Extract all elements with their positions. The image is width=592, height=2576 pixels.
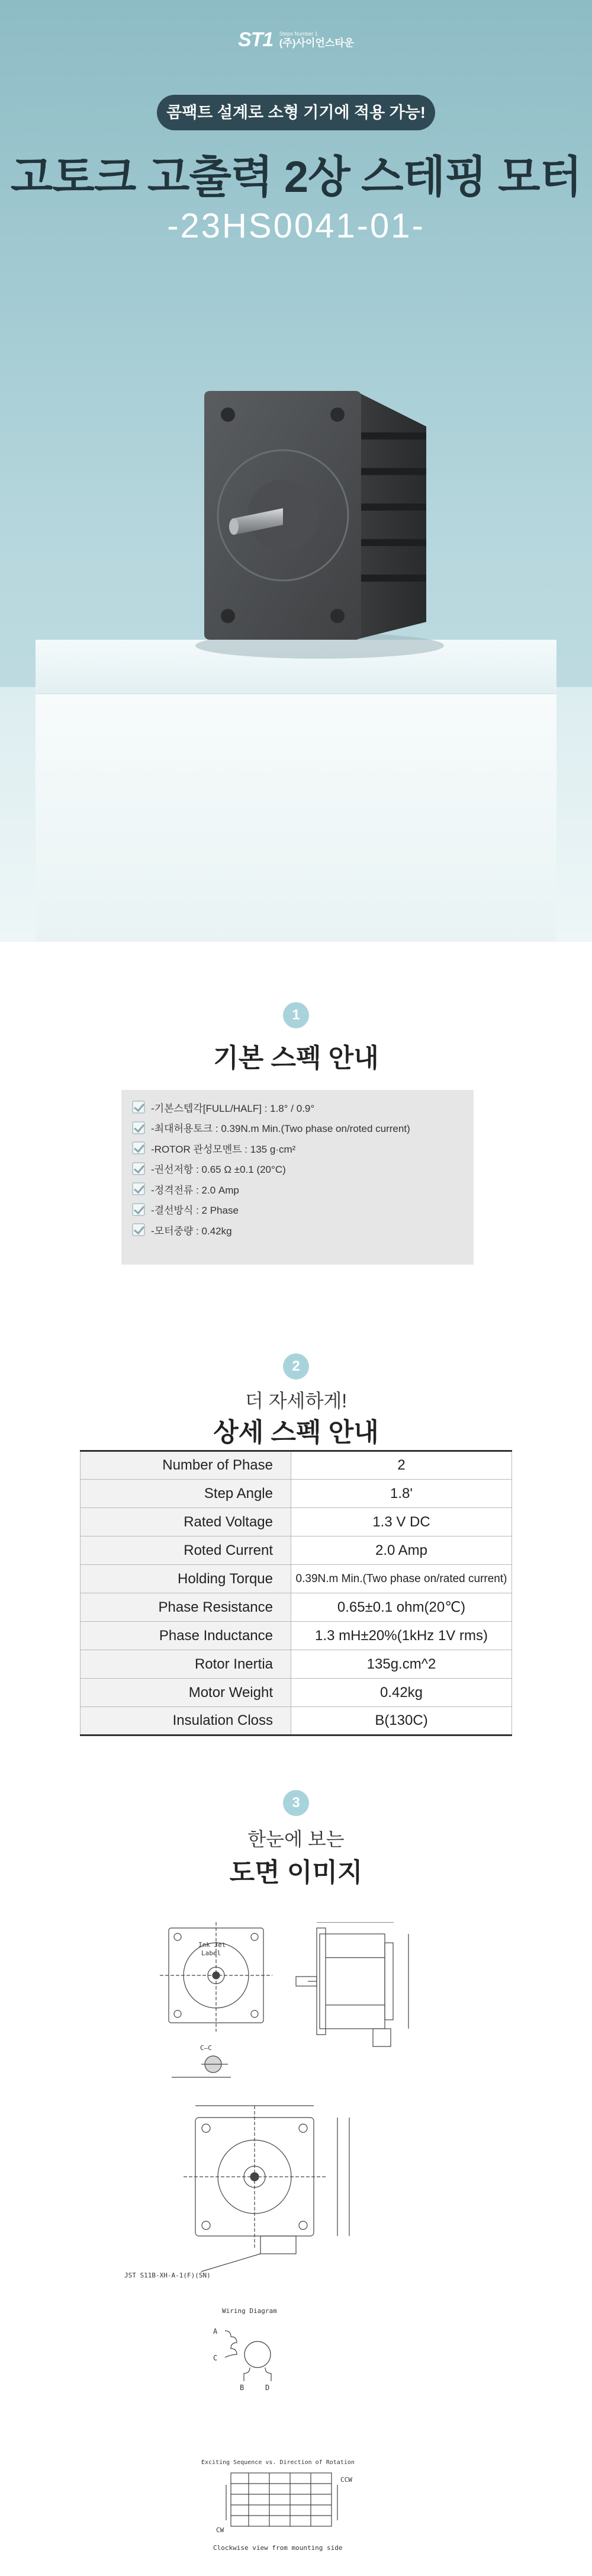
product-model: -23HS0041-01- (167, 207, 425, 245)
basic-spec-list (121, 1090, 474, 1240)
table-value: 135g.cm^2 (291, 1650, 512, 1679)
table-key: Rotor Inertia (81, 1650, 291, 1679)
product-title: 고토크 고출력 2상 스테핑 모터 (10, 152, 582, 201)
table-key: Phase Resistance (81, 1593, 291, 1622)
table-value: 2 (291, 1451, 512, 1480)
list-item (132, 1118, 474, 1138)
sequence-cw-label: CW (216, 2526, 224, 2534)
dimension-view-drawing (124, 2106, 349, 2279)
section-number-badge: 3 (283, 1790, 309, 1816)
feature-pill: 콤팩트 설계로 소형 기기에 적용 가능! (157, 95, 435, 130)
sequence-ccw-label: CCW (340, 2476, 352, 2484)
sequence-title: Exciting Sequence vs. Direction of Rotation (201, 2459, 355, 2466)
spec-item-text: -ROTOR 관성모멘트 : 135 g·cm² (151, 1143, 296, 1155)
wiring-label-a: A (213, 2327, 218, 2336)
table-value: 1.8' (291, 1480, 512, 1508)
spec-item-text: -정격전류 : 2.0 Amp (151, 1184, 239, 1196)
spec-item-text: -기본스텝각[FULL/HALF] : 1.8° / 0.9° (151, 1102, 315, 1114)
table-key: Phase Inductance (81, 1622, 291, 1650)
table-value: 0.39N.m Min.(Two phase on/rated current) (291, 1565, 512, 1593)
logo-tagline: Steps Number 1 (279, 31, 318, 37)
table-key: Step Angle (81, 1480, 291, 1508)
table-key: Holding Torque (81, 1565, 291, 1593)
checkbox-icon (132, 1141, 145, 1154)
logo-text (279, 31, 354, 49)
list-item (132, 1199, 474, 1220)
table-key: Insulation Closs (81, 1707, 291, 1735)
basic-spec-box (121, 1090, 474, 1265)
spec-item-text: -최대허용토크 : 0.39N.m Min.(Two phase on/roted current) (151, 1123, 410, 1135)
list-item (132, 1159, 474, 1179)
table-key: Rated Voltage (81, 1508, 291, 1536)
section-title-detail-spec: 상세 스펙 안내 (213, 1418, 379, 1447)
table-row (81, 1480, 512, 1508)
table-row (81, 1565, 512, 1593)
sequence-table-drawing (201, 2459, 355, 2552)
list-item (132, 1138, 474, 1159)
table-value: 1.3 mH±20%(1kHz 1V rms) (291, 1622, 512, 1650)
brand-logo (0, 28, 592, 52)
spec-item-text: -결선방식 : 2 Phase (151, 1205, 239, 1217)
wiring-label-b: B (240, 2383, 244, 2392)
section-number-badge: 1 (283, 1002, 309, 1028)
section-subtitle-detail: 더 자세하게! (244, 1390, 348, 1411)
wiring-diagram (213, 2307, 277, 2392)
table-value: 1.3 V DC (291, 1508, 512, 1536)
table-key: Number of Phase (81, 1451, 291, 1480)
table-key: Motor Weight (81, 1679, 291, 1707)
list-item (132, 1220, 474, 1240)
logo-mark: ST1 (237, 28, 274, 51)
logo-company-name: (주)사이언스타운 (279, 37, 355, 49)
table-value: 2.0 Amp (291, 1536, 512, 1565)
table-row (81, 1679, 512, 1707)
table-key: Roted Current (81, 1536, 291, 1565)
wiring-diagram-label: Wiring Diagram (222, 2307, 277, 2315)
drawing-section-cc-label: C—C (200, 2044, 212, 2052)
front-view-drawing (160, 1922, 272, 2032)
list-item (132, 1097, 474, 1118)
checkbox-icon (132, 1223, 145, 1236)
sequence-view-note: Clockwise view from mounting side (213, 2544, 343, 2552)
section-title-basic-spec: 기본 스펙 안내 (213, 1044, 379, 1073)
spec-item-text: -권선저항 : 0.65 Ω ±0.1 (20°C) (151, 1164, 286, 1176)
table-row (81, 1622, 512, 1650)
list-item (132, 1179, 474, 1199)
drawing-label-text: Label (201, 1949, 221, 1957)
checkbox-icon (132, 1203, 145, 1216)
technical-drawing (112, 1922, 480, 2562)
table-value: 0.42kg (291, 1679, 512, 1707)
hero-banner (0, 0, 592, 942)
stepper-motor-image (178, 367, 450, 675)
pedestal-face (36, 693, 556, 942)
spec-item-text: -모터중량 : 0.42kg (151, 1225, 232, 1237)
side-view-drawing (296, 1922, 408, 2046)
section-cc-drawing (172, 2044, 231, 2077)
table-row (81, 1593, 512, 1622)
checkbox-icon (132, 1121, 145, 1134)
section-title-drawing: 도면 이미지 (229, 1858, 363, 1887)
table-row (81, 1536, 512, 1565)
wiring-label-d: D (265, 2383, 270, 2392)
table-value: B(130C) (291, 1707, 512, 1735)
table-row (81, 1650, 512, 1679)
checkbox-icon (132, 1101, 145, 1114)
table-row (81, 1707, 512, 1735)
detail-spec-table (80, 1450, 512, 1736)
table-row (81, 1451, 512, 1480)
drawing-connector-note: JST S11B-XH-A-1(F)(SN) (124, 2272, 211, 2279)
wiring-label-c: C (213, 2354, 218, 2362)
section-number-badge: 2 (283, 1353, 309, 1380)
checkbox-icon (132, 1182, 145, 1195)
drawing-ink-jet-label: Ink Jet (198, 1941, 226, 1949)
table-value: 0.65±0.1 ohm(20℃) (291, 1593, 512, 1622)
checkbox-icon (132, 1162, 145, 1175)
table-row (81, 1508, 512, 1536)
section-subtitle-drawing: 한눈에 보는 (247, 1828, 345, 1850)
